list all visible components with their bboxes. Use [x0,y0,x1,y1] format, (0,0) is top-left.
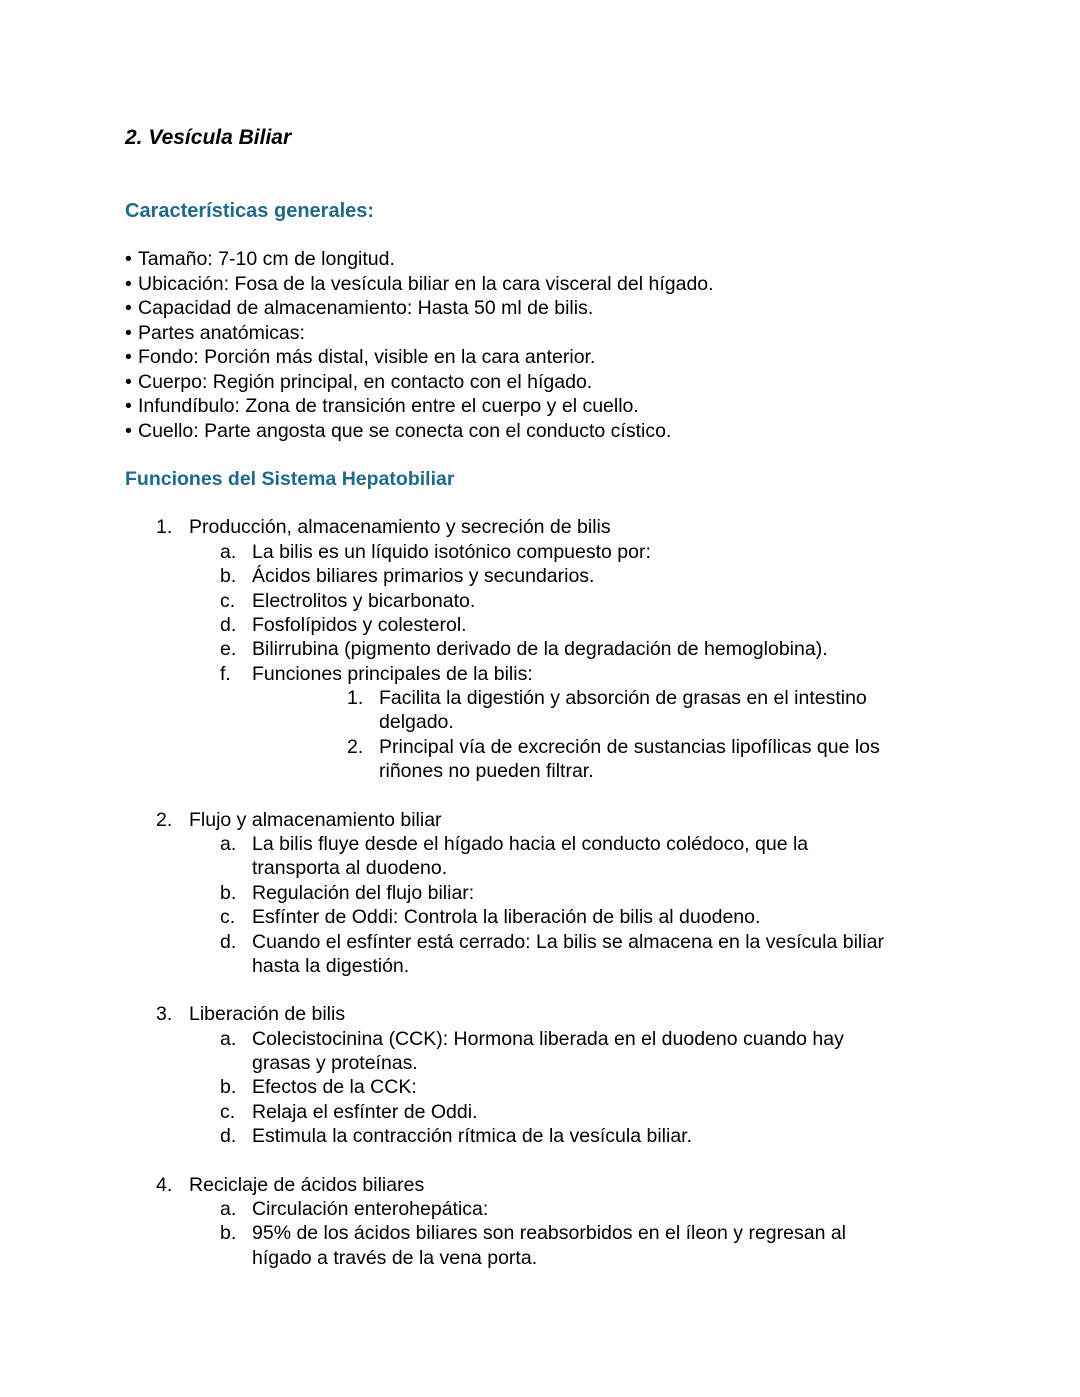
item-label: b. [220,565,237,587]
section-number: 4. [156,1174,173,1196]
section-number: 1. [156,516,173,538]
bullet-icon: • [125,248,132,270]
item-label: b. [220,1076,237,1098]
list-item: • Capacidad de almacenamiento: Hasta 50 ml de bilis. [125,297,594,319]
subitem-number: 1. [347,687,364,709]
characteristics-heading: Características generales: [125,200,375,222]
subitem: Principal vía de excreción de sustancias lipofílicas que los [379,736,880,758]
list-item: • Cuello: Parte angosta que se conecta con el conducto cístico. [125,419,672,442]
item-label: c. [220,1101,236,1123]
list-item: • Ubicación: Fosa de la vesícula biliar en la cara visceral del hígado. [125,272,714,295]
bullet-icon: • [125,297,132,319]
item-label: d. [220,931,237,953]
item-label: b. [220,882,237,904]
list-item: 95% de los ácidos biliares son reabsorbidos en el íleon y regresan al [252,1222,847,1244]
subitem-number: 2. [347,736,364,758]
list-item: Estimula la contracción rítmica de la vesícula biliar. [252,1125,693,1147]
bullet-icon: • [125,272,132,295]
section-number: 3. [156,1003,173,1025]
list-item: • Cuerpo: Región principal, en contacto con el hígado. [125,370,593,393]
subitem-continuation: riñones no pueden filtrar. [379,760,594,782]
subitem-continuation: delgado. [379,711,454,733]
bullet-icon: • [125,419,132,442]
bullet-icon: • [125,370,132,393]
section-number: 2. [156,809,173,831]
list-item: Ácidos biliares primarios y secundarios. [252,565,595,587]
item-label: f. [220,663,231,685]
item-label: e. [220,638,237,660]
list-item: Cuando el esfínter está cerrado: La bilis se almacena en la vesícula biliar [252,931,884,953]
item-label: c. [220,906,236,928]
functions-heading: Funciones del Sistema Hepatobiliar [125,468,455,490]
list-item: • Fondo: Porción más distal, visible en la cara anterior. [125,346,596,368]
characteristics-list [125,247,714,443]
section-title: Producción, almacenamiento y secreción de bilis [189,516,611,538]
list-item: Regulación del flujo biliar: [252,882,475,904]
item-label: c. [220,590,236,612]
list-item: Fosfolípidos y colesterol. [252,614,467,636]
list-item-continuation: hasta la digestión. [252,955,410,977]
list-item: • Tamaño: 7-10 cm de longitud. [125,248,395,270]
list-item: Funciones principales de la bilis: [252,663,533,685]
item-label: b. [220,1222,237,1244]
list-item: Bilirrubina (pigmento derivado de la degradación de hemoglobina). [252,638,828,660]
list-item: • Infundíbulo: Zona de transición entre el cuerpo y el cuello. [125,395,639,417]
list-item-continuation: grasas y proteínas. [252,1052,418,1074]
list-item-continuation: transporta al duodeno. [252,857,448,879]
list-item: • Partes anatómicas: [125,321,305,344]
item-label: d. [220,1125,237,1147]
section-title: 2. Vesícula Biliar [125,126,292,149]
item-label: a. [220,541,237,563]
item-label: a. [220,1028,237,1050]
section-title: Liberación de bilis [189,1003,346,1025]
list-item: Efectos de la CCK: [252,1076,417,1098]
list-item-continuation: hígado a través de la vena porta. [252,1247,538,1269]
bullet-icon: • [125,346,132,368]
bullet-icon: • [125,395,132,417]
section-title: Reciclaje de ácidos biliares [189,1174,425,1196]
item-label: a. [220,833,237,855]
subitem: Facilita la digestión y absorción de grasas en el intestino [379,687,867,709]
list-item: Relaja el esfínter de Oddi. [252,1101,478,1123]
list-item: La bilis fluye desde el hígado hacia el conducto colédoco, que la [252,833,809,855]
list-item: Electrolitos y bicarbonato. [252,590,476,612]
list-item: Circulación enterohepática: [252,1198,489,1220]
section-title: Flujo y almacenamiento biliar [189,809,442,831]
bullet-icon: • [125,321,132,344]
list-item: Colecistocinina (CCK): Hormona liberada en el duodeno cuando hay [252,1028,844,1050]
list-item: Esfínter de Oddi: Controla la liberación de bilis al duodeno. [252,906,761,928]
item-label: a. [220,1198,237,1220]
list-item: La bilis es un líquido isotónico compuesto por: [252,541,651,563]
item-label: d. [220,614,237,636]
